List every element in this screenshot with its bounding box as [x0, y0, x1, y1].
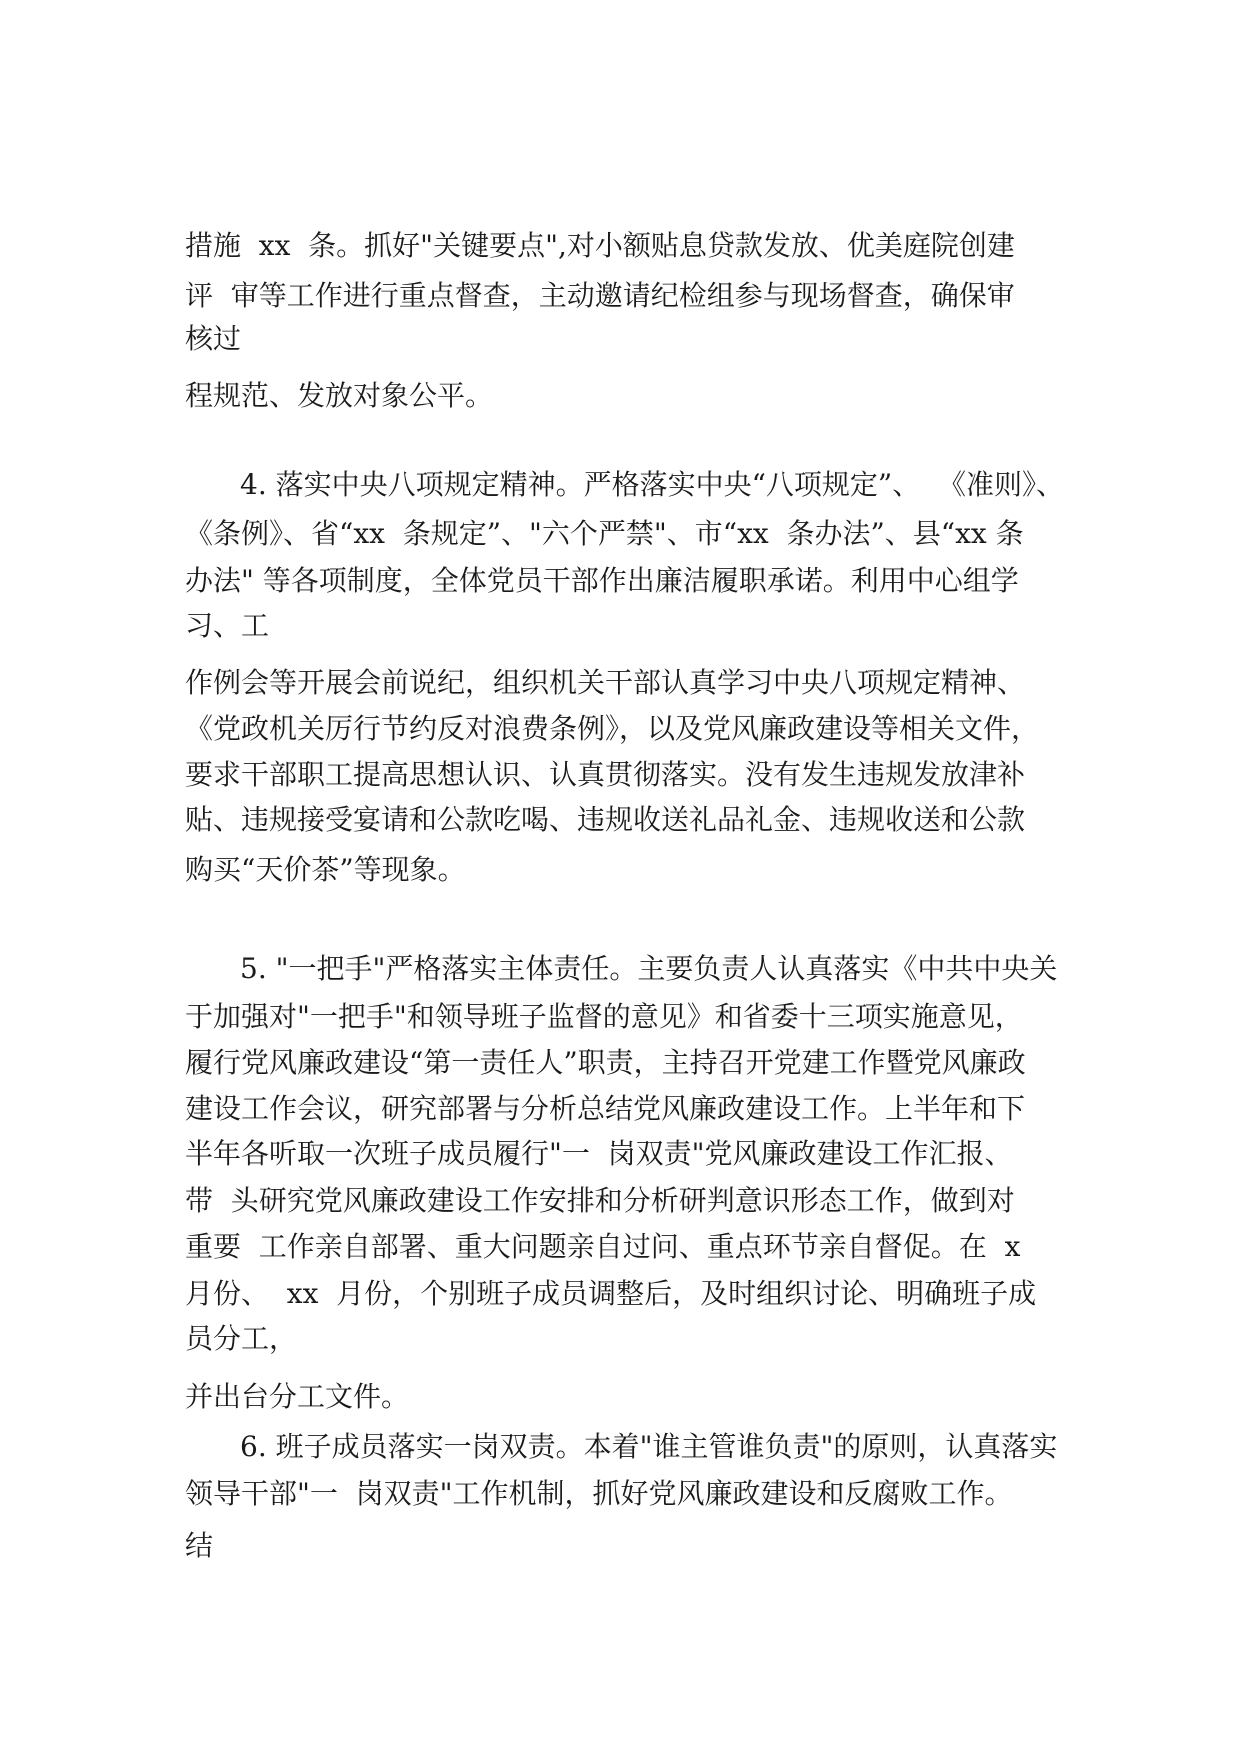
text-line: 履行党风廉政建设“第一责任人”职责，主持召开党建工作暨党风廉政 [185, 1046, 1026, 1079]
text-line: 评 审等工作进行重点督查，主动邀请纪检组参与现场督查，确保审 [185, 279, 1015, 312]
text-line: 作例会等开展会前说纪，组织机关干部认真学习中央八项规定精神、 [185, 666, 1026, 699]
text-line: 并出台分工文件。 [185, 1380, 410, 1413]
text-line: 员分工， [185, 1322, 298, 1355]
text-line: 月份、 xx 月份，个别班子成员调整后，及时组织讨论、明确班子成 [185, 1277, 1037, 1310]
text-line: 于加强对"一把手"和领导班子监督的意见》和省委十三项实施意见， [185, 1000, 1023, 1033]
text-line: 措施 xx 条。抓好"关键要点",对小额贴息贷款发放、优美庭院创建 [185, 229, 1015, 262]
paragraph-6-heading: 6. 班子成员落实一岗双责。本着"谁主管谁负责"的原则，认真落实 [240, 1430, 1058, 1463]
text-line: 购买“天价茶”等现象。 [185, 853, 466, 886]
text-line: 重要 工作亲自部署、重大问题亲自过问、重点环节亲自督促。在 x [185, 1230, 1021, 1263]
text-line: 习、工 [185, 609, 270, 642]
text-line: 办法" 等各项制度，全体党员干部作出廉洁履职承诺。利用中心组学 [185, 564, 1019, 597]
text-line: 《党政机关厉行节约反对浪费条例》，以及党风廉政建设等相关文件， [185, 712, 1040, 745]
text-line: 建设工作会议，研究部署与分析总结党风廉政建设工作。上半年和下 [185, 1092, 1026, 1125]
text-line: 程规范、发放对象公平。 [185, 379, 494, 412]
text-line: 结 [185, 1529, 214, 1562]
paragraph-5-heading: 5. "一把手"严格落实主体责任。主要负责人认真落实《中共中央关 [240, 952, 1058, 985]
text-line: 贴、违规接受宴请和公款吃喝、违规收送礼品礼金、违规收送和公款 [185, 803, 1026, 836]
text-line: 《条例》、省“xx 条规定”、"六个严禁"、市“xx 条办法”、县“xx 条 [185, 517, 1024, 550]
paragraph-4-heading: 4. 落实中央八项规定精神。严格落实中央“八项规定”、 《准则》、 [240, 468, 1065, 501]
text-line: 要求干部职工提高思想认识、认真贯彻落实。没有发生违规发放津补 [185, 758, 1026, 791]
text-line: 带 头研究党风廉政建设工作安排和分析研判意识形态工作，做到对 [185, 1184, 1015, 1217]
text-line: 领导干部"一 岗双责"工作机制，抓好党风廉政建设和反腐败工作。 [185, 1477, 1013, 1510]
text-line: 核过 [185, 322, 242, 355]
text-line: 半年各听取一次班子成员履行"一 岗双责"党风廉政建设工作汇报、 [185, 1137, 1013, 1170]
